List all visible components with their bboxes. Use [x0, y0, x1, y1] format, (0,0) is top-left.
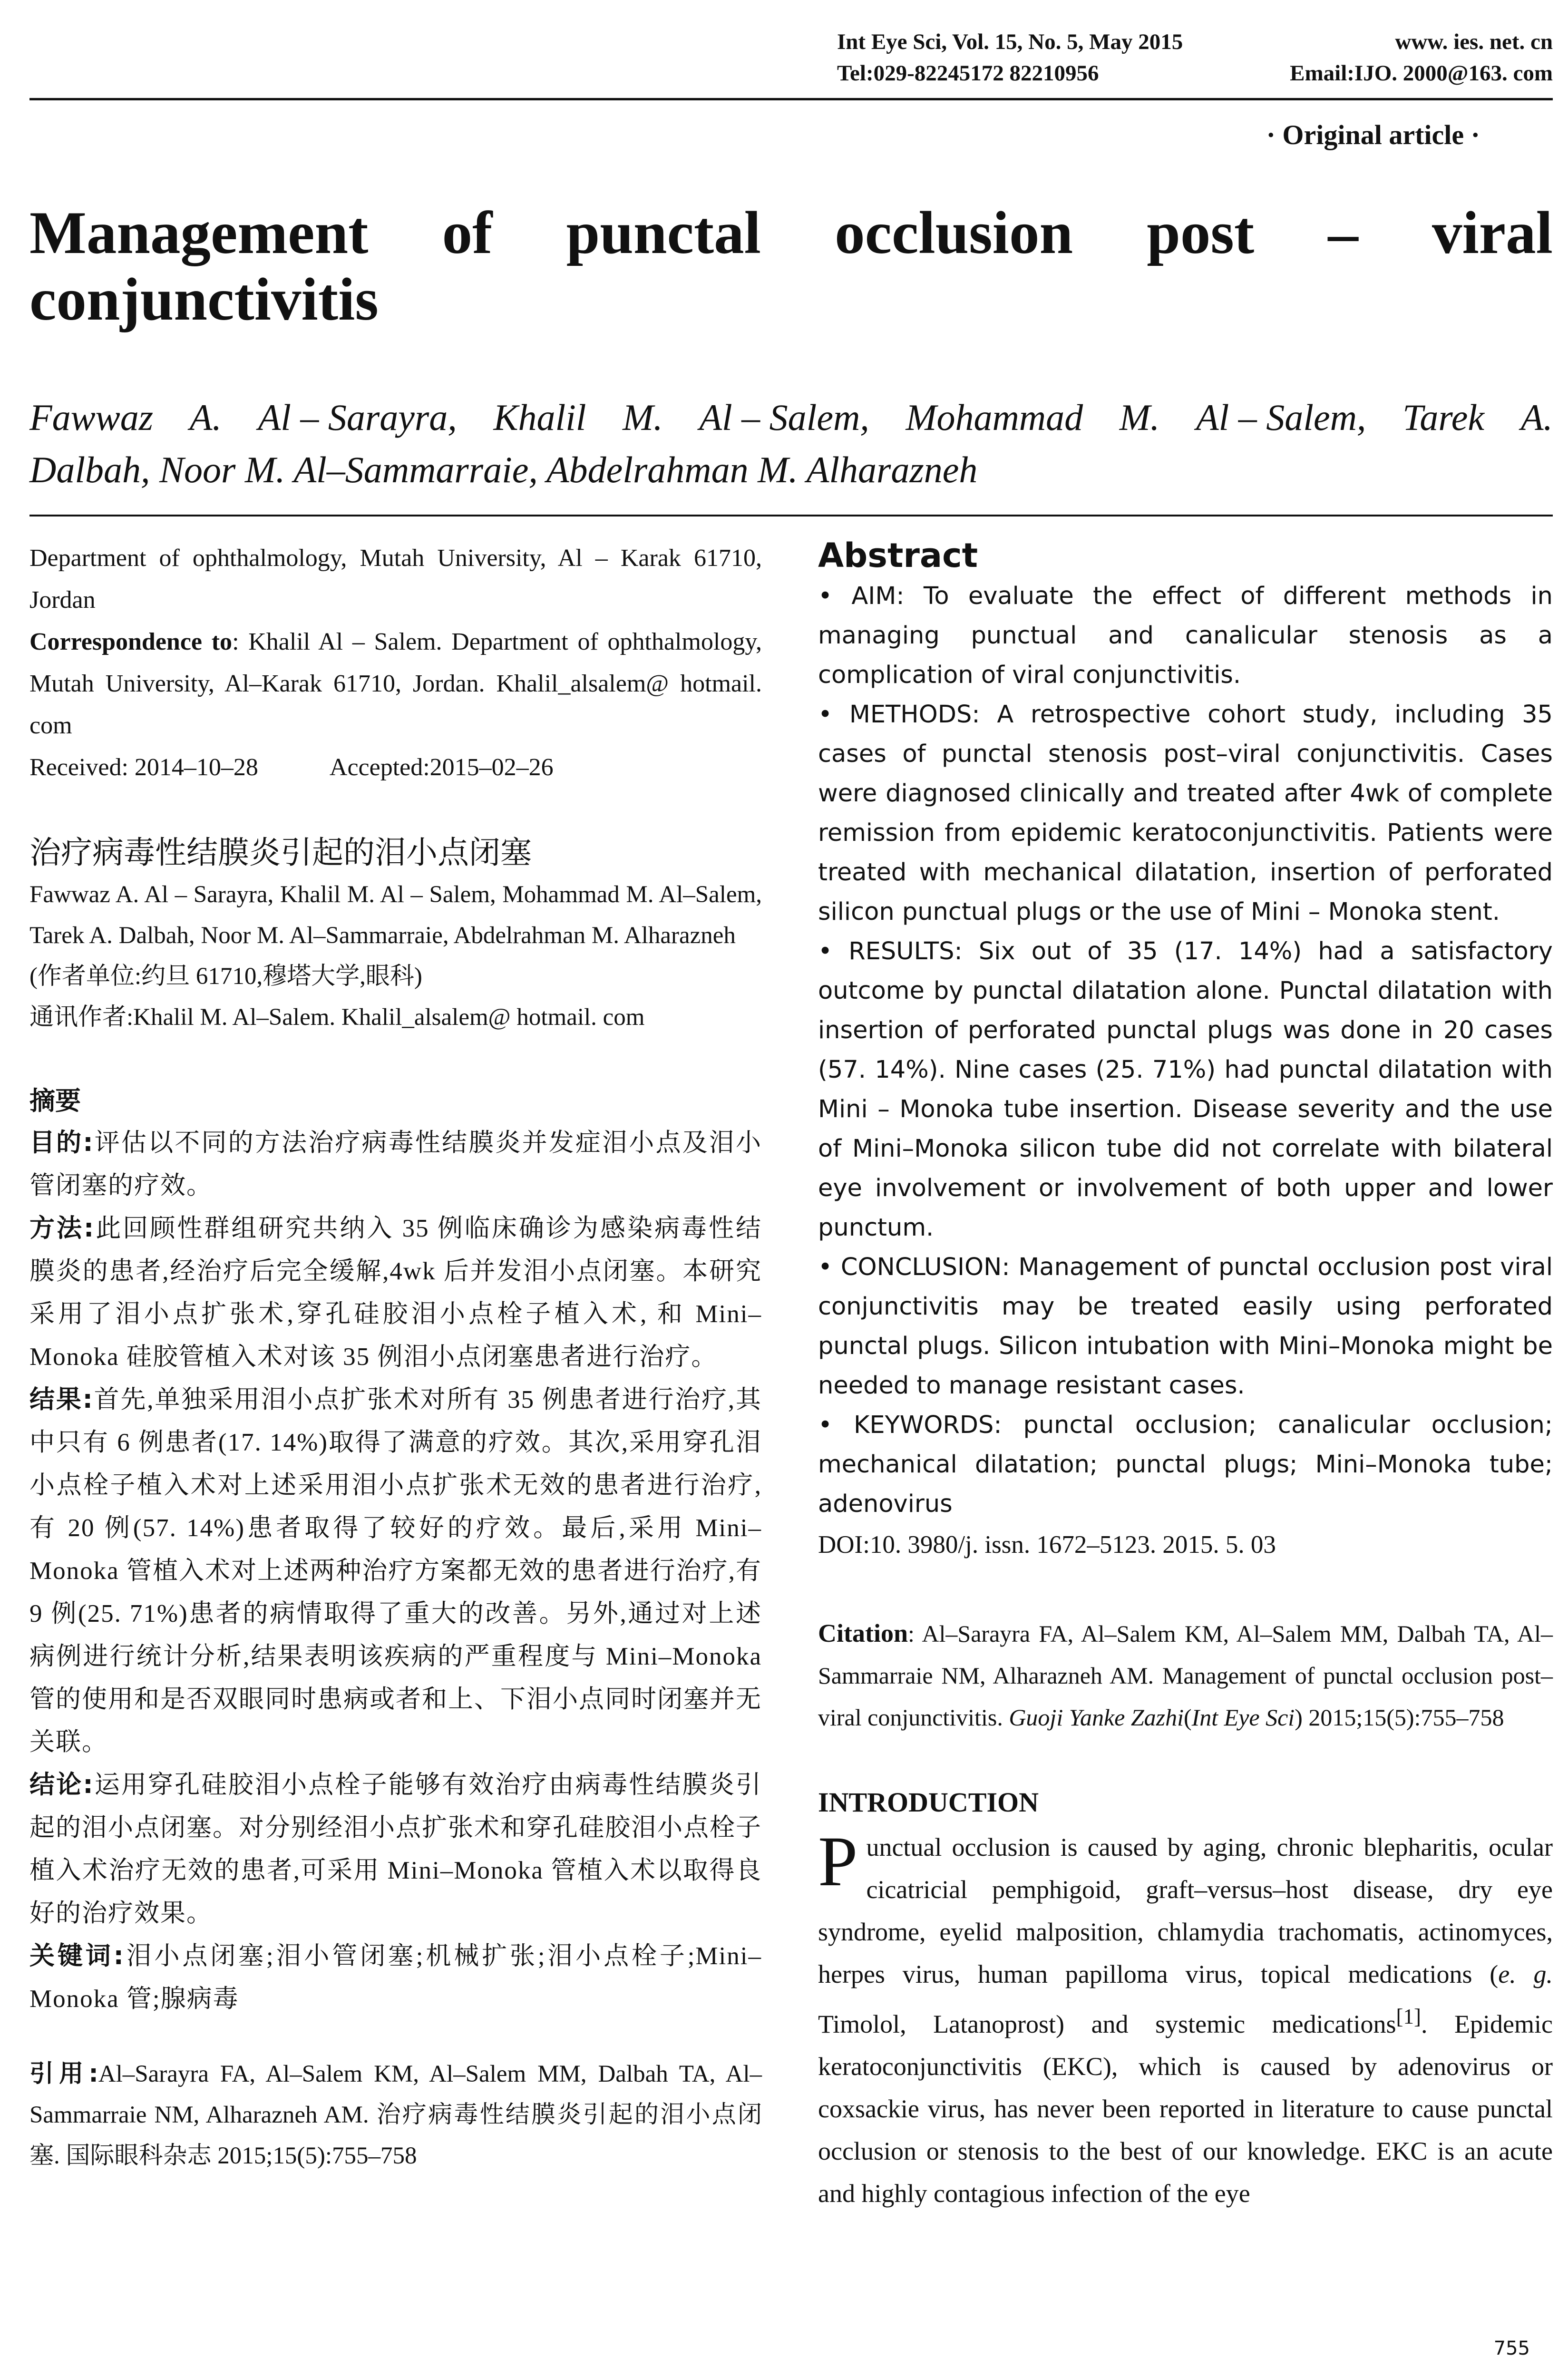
chinese-results: 结果:首先,单独采用泪小点扩张术对所有 35 例患者进行治疗,其中只有 6 例患者(17. 14%)取得了满意的疗效。其次,采用穿孔泪小点栓子植入术对上述采用泪小点扩张术无效的患者进行治疗, 有 20 例(57. 14%)患者取得了较好的疗效。最后,采用 Mini–Monoka 管植入术对上述两种治疗方案都无效的患者进行治疗,有 9 例(25. 71%)患者的病情取得了重大的改善。另外,通过对上述病例进行统计分析,结果表明该疾病的严重程度与 Mini–Monoka 管的使用和是否双眼同时患病或者和上、下泪小点同时闭塞并无关联。 [29, 1385, 762, 1756]
chinese-title: 治疗病毒性结膜炎引起的泪小点闭塞 [29, 834, 532, 871]
article-type: · Original article · [1266, 119, 1480, 150]
abstract-heading: Abstract [818, 536, 978, 575]
abstract-results: • RESULTS: Six out of 35 (17. 14%) had a satisfactory outcome by punctal dilatation alone. Punctal dilatation with insertion of perforated punctal plugs was done in 20 cases (57. 14%). Nine cases (25. 71%) had punctal dilatation with Mini – Monoka tube insertion. Disease severity and the use of Mini–Monoka silicon tube did not correlate with bilateral eye involvement or involvement of both upper and lower punctum. [818, 937, 1553, 1242]
chinese-correspondence: 通讯作者:Khalil M. Al–Salem. Khalil_alsalem@ hotmail. com [29, 1004, 645, 1031]
title-separator-rule [29, 515, 1553, 516]
chinese-conclusion: 结论:运用穿孔硅胶泪小点栓子能够有效治疗由病毒性结膜炎引起的泪小点闭塞。对分别经泪小点扩张术和穿孔硅胶泪小点栓子植入术治疗无效的患者,可采用 Mini–Monoka 管植入术以取得良好的治疗效果。 [29, 1770, 762, 1927]
drop-cap: P [818, 1822, 858, 1901]
correspondence [29, 621, 762, 747]
right-column [818, 537, 1553, 2215]
journal-citation: Int Eye Sci, Vol. 15, No. 5, May 2015 [837, 29, 1183, 54]
title-line-1: Management of punctal occlusion post – viral [29, 200, 1553, 266]
correspondence-text: : Khalil Al – Salem. Department of ophthalmology, Mutah University, Al–Karak 61710, Jordan. Khalil_alsalem@ hotmail. com [29, 628, 762, 739]
chinese-authors: Fawwaz A. Al – Sarayra, Khalil M. Al – Salem, Mohammad M. Al–Salem, Tarek A. Dalbah, Noor M. Al–Sammarraie, Abdelrahman M. Alharazneh [29, 881, 762, 949]
chinese-meta [29, 874, 762, 1038]
english-citation: Citation: Al–Sarayra FA, Al–Salem KM, Al–Salem MM, Dalbah TA, Al–Sammarraie NM, Alharazneh AM. Management of punctal occlusion post–viral conjunctivitis. Guoji Yanke Zazhi(Int Eye Sci) 2015;15(5):755–758 [818, 1619, 1553, 1731]
chinese-methods: 方法:此回顾性群组研究共纳入 35 例临床确诊为感染病毒性结膜炎的患者,经治疗后完全缓解,4wk 后并发泪小点闭塞。本研究采用了泪小点扩张术,穿孔硅胶泪小点栓子植入术, 和 Mini–Monoka 硅胶管植入术对该 35 例泪小点闭塞患者进行治疗。 [29, 1214, 762, 1371]
article-info [29, 537, 762, 789]
chinese-keywords: 关键词:泪小点闭塞;泪小管闭塞;机械扩张;泪小点栓子;Mini–Monoka 管;腺病毒 [29, 1941, 762, 2013]
received-date: Received: 2014–10–28 [29, 754, 258, 781]
chinese-affiliation: (作者单位:约旦 61710,穆塔大学,眼科) [29, 963, 422, 990]
abstract-aim: • AIM: To evaluate the effect of different methods in managing punctual and canalicular stenosis as a complication of viral conjunctivitis. [818, 582, 1553, 689]
abstract-conclusion: • CONCLUSION: Management of punctal occlusion post viral conjunctivitis may be treated easily using perforated punctal plugs. Silicon intubation with Mini–Monoka might be needed to manage resistant cases. [818, 1253, 1553, 1400]
author-list [29, 391, 1553, 496]
doi[interactable]: DOI:10. 3980/j. issn. 1672–5123. 2015. 5. 03 [818, 1531, 1276, 1559]
author-line-2: Dalbah, Noor M. Al–Sammarraie, Abdelrahman M. Alharazneh [29, 449, 978, 490]
chinese-abstract-heading: 摘要 [29, 1086, 81, 1116]
affiliation: Department of ophthalmology, Mutah University, Al – Karak 61710, Jordan [29, 545, 762, 614]
journal-tel: Tel:029-82245172 82210956 [837, 61, 1099, 86]
abstract-methods: • METHODS: A retrospective cohort study, including 35 cases of punctal stenosis post–viral conjunctivitis. Cases were diagnosed clinically and treated after 4wk of complete remission from epidemic keratoconjunctivitis. Patients were treated with mechanical dilatation, insertion of perforated silicon punctual plugs or the use of Mini – Monoka stent. [818, 701, 1553, 926]
title-line-2: conjunctivitis [29, 266, 379, 333]
reference-marker[interactable]: [1] [1396, 2005, 1422, 2028]
left-column [29, 537, 762, 2176]
running-header [837, 26, 1553, 89]
journal-website[interactable]: www. ies. net. cn [1395, 29, 1553, 54]
chinese-objective: 目的:评估以不同的方法治疗病毒性结膜炎并发症泪小点及泪小管闭塞的疗效。 [29, 1128, 762, 1199]
article-title [29, 200, 1553, 333]
introduction-heading: INTRODUCTION [818, 1787, 1039, 1818]
introduction-text: Punctual occlusion is caused by aging, chronic blepharitis, ocular cicatricial pemphigoid, graft–versus–host disease, dry eye syndrome, eyelid malposition, chlamydia trachomatis, actinomyces, herpes virus, human papilloma virus, topical medications (e. g. Timolol, Latanoprost) and systemic medications[1]. Epidemic keratoconjunctivitis (EKC), which is caused by adenovirus or coxsackie virus, has never been reported in literature to cause punctal occlusion or stenosis to the best of our knowledge. EKC is an acute and highly contagious infection of the eye [818, 1822, 1553, 2208]
chinese-citation: 引用:Al–Sarayra FA, Al–Salem KM, Al–Salem MM, Dalbah TA, Al–Sammarraie NM, Alharazneh AM. 治疗病毒性结膜炎引起的泪小点闭塞. 国际眼科杂志 2015;15(5):755–758 [29, 2060, 762, 2169]
abstract-keywords: • KEYWORDS: punctal occlusion; canalicular occlusion; mechanical dilatation; punctal plugs; Mini–Monoka tube; adenovirus [818, 1411, 1553, 1518]
header-rule [29, 98, 1553, 100]
chinese-abstract [29, 1121, 762, 2020]
english-abstract [818, 576, 1553, 1524]
correspondence-label: Correspondence to [29, 628, 233, 655]
page-number: 755 [1493, 2338, 1530, 2359]
author-line-1: Fawwaz A. Al – Sarayra, Khalil M. Al – Salem, Mohammad M. Al – Salem, Tarek A. [29, 397, 1553, 438]
journal-email[interactable]: Email:IJO. 2000@163. com [1290, 61, 1553, 86]
accepted-date: Accepted:2015–02–26 [329, 754, 554, 781]
article-dates [29, 747, 762, 789]
